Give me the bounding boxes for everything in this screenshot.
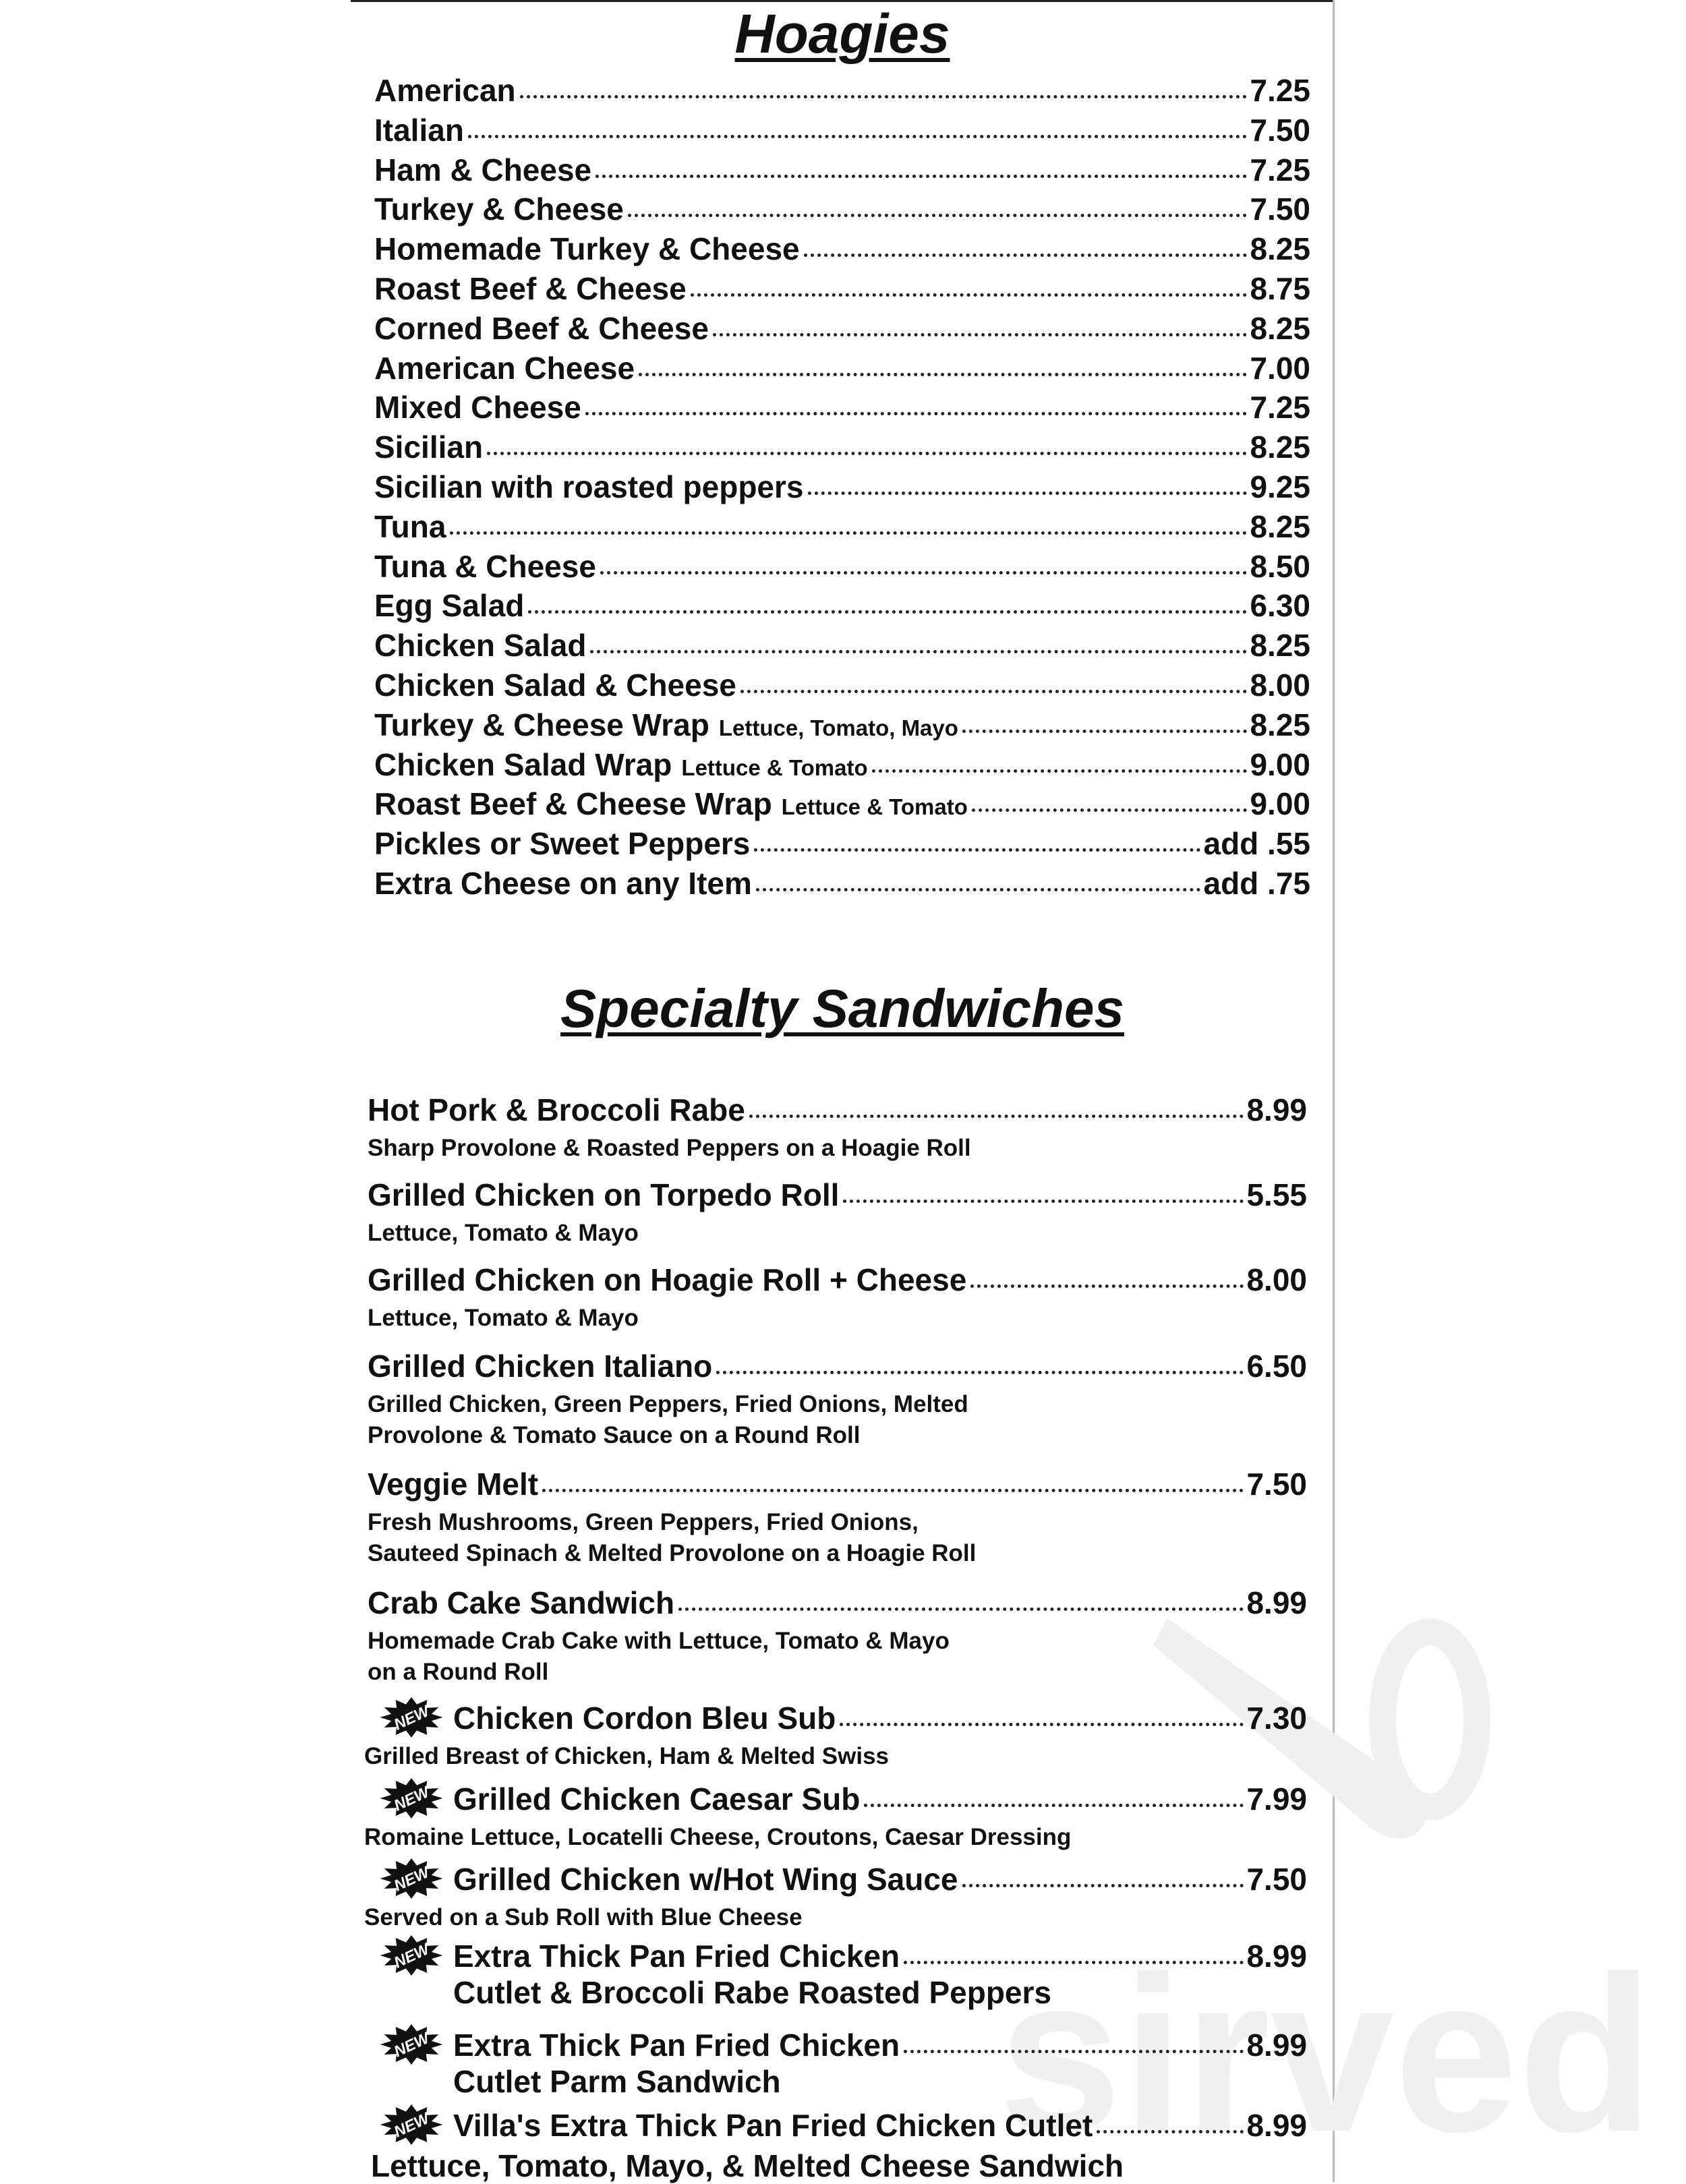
item-name: Pickles or Sweet Peppers bbox=[374, 826, 751, 862]
dot-leader bbox=[639, 373, 1247, 376]
menu-item bbox=[374, 866, 1310, 902]
menu-item bbox=[453, 1939, 1307, 1974]
dot-leader bbox=[528, 610, 1247, 614]
menu-item bbox=[368, 1585, 1307, 1621]
item-name-continued: Lettuce, Tomato, Mayo, & Melted Cheese Sandwich bbox=[371, 2148, 1124, 2183]
menu-item bbox=[374, 509, 1310, 545]
dot-leader bbox=[804, 254, 1248, 257]
dot-leader bbox=[840, 1723, 1244, 1726]
top-border bbox=[351, 0, 1334, 2]
menu-item bbox=[368, 1177, 1307, 1213]
item-note: Lettuce & Tomato bbox=[781, 794, 968, 820]
item-price: 8.25 bbox=[1250, 310, 1310, 346]
svg-text:NEW: NEW bbox=[390, 1863, 432, 1895]
menu-item bbox=[374, 668, 1310, 703]
menu-item bbox=[374, 469, 1310, 505]
item-name: Homemade Turkey & Cheese bbox=[374, 231, 800, 267]
item-price: 8.99 bbox=[1246, 1092, 1307, 1127]
item-name: Grilled Chicken on Torpedo Roll bbox=[368, 1177, 840, 1212]
item-description: Lettuce, Tomato & Mayo bbox=[368, 1220, 639, 1246]
item-name: Extra Thick Pan Fried Chicken bbox=[453, 1939, 900, 1974]
menu-item bbox=[374, 430, 1310, 465]
item-name: Chicken Salad & Cheese bbox=[374, 668, 736, 703]
item-name: Sicilian bbox=[374, 430, 484, 465]
dot-leader bbox=[904, 2050, 1244, 2053]
menu-item bbox=[374, 549, 1310, 585]
dot-leader bbox=[450, 531, 1247, 535]
item-name: Hot Pork & Broccoli Rabe bbox=[368, 1092, 745, 1127]
menu-item bbox=[374, 152, 1310, 188]
dot-leader bbox=[754, 848, 1200, 852]
item-price: 5.55 bbox=[1246, 1177, 1307, 1212]
item-price: 8.25 bbox=[1250, 707, 1310, 742]
item-price: 8.25 bbox=[1250, 430, 1310, 465]
new-badge-icon bbox=[378, 1935, 445, 1976]
item-description: Sharp Provolone & Roasted Peppers on a Hoagie Roll bbox=[368, 1135, 971, 1161]
menu-item bbox=[374, 707, 1310, 746]
item-name: Villa's Extra Thick Pan Fried Chicken Cutlet bbox=[453, 2108, 1093, 2143]
item-price: 7.50 bbox=[1246, 1467, 1307, 1502]
menu-item bbox=[453, 1701, 1307, 1736]
new-badge-icon bbox=[378, 1777, 445, 1819]
item-price: add .75 bbox=[1203, 866, 1310, 901]
item-name: Roast Beef & Cheese Wrap bbox=[374, 786, 772, 822]
dot-leader bbox=[962, 730, 1248, 733]
item-name-continued: Cutlet & Broccoli Rabe Roasted Peppers bbox=[453, 1975, 1051, 2010]
dot-leader bbox=[595, 175, 1247, 178]
dot-leader bbox=[600, 571, 1248, 574]
svg-text:NEW: NEW bbox=[390, 2029, 432, 2061]
item-name: Chicken Salad bbox=[374, 628, 587, 663]
item-price: 7.50 bbox=[1250, 112, 1310, 148]
item-price: 9.25 bbox=[1250, 469, 1310, 504]
item-description: Fresh Mushrooms, Green Peppers, Fried Onions, bbox=[368, 1509, 919, 1535]
item-name: Italian bbox=[374, 112, 464, 148]
item-name: Turkey & Cheese bbox=[374, 191, 624, 227]
item-description: Romaine Lettuce, Locatelli Cheese, Croutons, Caesar Dressing bbox=[364, 1824, 1072, 1850]
item-name: American Cheese bbox=[374, 350, 635, 386]
item-name: Tuna & Cheese bbox=[374, 548, 596, 584]
svg-text:NEW: NEW bbox=[390, 1783, 432, 1814]
specialty-sandwiches-title: Specialty Sandwiches bbox=[560, 978, 1124, 1038]
item-price: 8.99 bbox=[1246, 2108, 1307, 2143]
menu-item bbox=[453, 2028, 1307, 2063]
dot-leader bbox=[628, 214, 1248, 217]
item-name: Veggie Melt bbox=[368, 1467, 539, 1502]
dot-leader bbox=[972, 808, 1248, 812]
item-price: 8.25 bbox=[1250, 231, 1310, 267]
item-name-continued: Cutlet Parm Sandwich bbox=[453, 2064, 781, 2099]
menu-item bbox=[368, 1262, 1307, 1298]
menu-item bbox=[374, 390, 1310, 425]
dot-leader bbox=[740, 690, 1248, 693]
dot-leader bbox=[808, 492, 1248, 495]
dot-leader bbox=[872, 769, 1248, 773]
dot-leader bbox=[749, 1115, 1244, 1118]
item-price: 6.50 bbox=[1246, 1349, 1307, 1384]
item-name: Tuna bbox=[374, 508, 446, 544]
item-description: Lettuce, Tomato & Mayo bbox=[368, 1305, 639, 1331]
item-price: 8.75 bbox=[1250, 271, 1310, 306]
item-price: 7.99 bbox=[1246, 1781, 1307, 1817]
dot-leader bbox=[468, 135, 1248, 138]
dot-leader bbox=[716, 1371, 1244, 1374]
item-name: Sicilian with roasted peppers bbox=[374, 469, 804, 504]
hoagies-title: Hoagies bbox=[734, 3, 950, 65]
item-description: on a Round Roll bbox=[368, 1659, 549, 1685]
menu-item bbox=[374, 786, 1310, 825]
item-price: 8.99 bbox=[1246, 1585, 1307, 1620]
item-name: Grilled Chicken w/Hot Wing Sauce bbox=[453, 1862, 958, 1897]
item-name: Grilled Chicken on Hoagie Roll + Cheese bbox=[368, 1262, 967, 1297]
dot-leader bbox=[1097, 2130, 1244, 2133]
dot-leader bbox=[756, 888, 1201, 891]
item-price: 8.99 bbox=[1246, 1939, 1307, 1974]
item-description: Grilled Chicken, Green Peppers, Fried Onions, Melted bbox=[368, 1391, 968, 1417]
menu-item bbox=[453, 1781, 1307, 1817]
item-price: 6.30 bbox=[1250, 588, 1310, 624]
menu-item bbox=[374, 747, 1310, 786]
dot-leader bbox=[864, 1804, 1244, 1807]
item-name: American bbox=[374, 73, 516, 108]
dot-leader bbox=[678, 1607, 1244, 1611]
item-name: Ham & Cheese bbox=[374, 152, 592, 187]
new-badge-icon bbox=[378, 1696, 445, 1738]
item-note: Lettuce, Tomato, Mayo bbox=[718, 715, 958, 740]
item-price: 7.30 bbox=[1246, 1701, 1307, 1736]
item-name: Grilled Chicken Italiano bbox=[368, 1349, 713, 1384]
item-price: 9.00 bbox=[1250, 746, 1310, 782]
item-description: Provolone & Tomato Sauce on a Round Roll bbox=[368, 1422, 861, 1448]
menu-item bbox=[374, 628, 1310, 663]
item-price: 8.50 bbox=[1250, 548, 1310, 584]
menu-item bbox=[374, 311, 1310, 347]
dot-leader bbox=[962, 1884, 1244, 1887]
menu-item bbox=[374, 588, 1310, 624]
item-price: 8.99 bbox=[1246, 2028, 1307, 2063]
item-price: 8.25 bbox=[1250, 508, 1310, 544]
menu-item bbox=[453, 1862, 1307, 1897]
dot-leader bbox=[585, 412, 1248, 415]
menu-item bbox=[368, 1349, 1307, 1384]
item-price: 7.25 bbox=[1250, 390, 1310, 425]
dot-leader bbox=[713, 333, 1248, 336]
menu-item bbox=[374, 271, 1310, 307]
item-name: Extra Thick Pan Fried Chicken bbox=[453, 2028, 900, 2063]
item-price: 7.50 bbox=[1250, 191, 1310, 227]
item-name: Egg Salad bbox=[374, 588, 525, 624]
item-name: Mixed Cheese bbox=[374, 390, 581, 425]
item-price: 7.00 bbox=[1250, 350, 1310, 386]
item-price: 8.00 bbox=[1246, 1262, 1307, 1297]
new-badge-icon bbox=[378, 2024, 445, 2065]
item-name: Chicken Salad Wrap bbox=[374, 746, 672, 782]
item-price: 9.00 bbox=[1250, 786, 1310, 822]
dot-leader bbox=[904, 1961, 1244, 1964]
dot-leader bbox=[970, 1285, 1244, 1288]
svg-text:NEW: NEW bbox=[390, 1940, 432, 1972]
item-name: Turkey & Cheese Wrap bbox=[374, 707, 709, 742]
menu-item bbox=[374, 351, 1310, 386]
item-note: Lettuce & Tomato bbox=[681, 755, 868, 780]
dot-leader bbox=[487, 452, 1247, 455]
dot-leader bbox=[691, 293, 1248, 297]
item-name: Grilled Chicken Caesar Sub bbox=[453, 1781, 861, 1817]
menu-item bbox=[453, 2108, 1307, 2144]
item-name: Roast Beef & Cheese bbox=[374, 271, 687, 306]
new-badge-icon bbox=[378, 1858, 445, 1899]
svg-text:NEW: NEW bbox=[390, 2109, 432, 2141]
item-price: 7.50 bbox=[1246, 1862, 1307, 1897]
new-badge-icon bbox=[378, 2104, 445, 2146]
item-description: Grilled Breast of Chicken, Ham & Melted Swiss bbox=[364, 1743, 889, 1769]
menu-item bbox=[368, 1092, 1307, 1128]
item-description: Homemade Crab Cake with Lettuce, Tomato & Mayo bbox=[368, 1628, 950, 1654]
menu-item bbox=[374, 826, 1310, 862]
menu-item bbox=[374, 191, 1310, 227]
item-name: Chicken Cordon Bleu Sub bbox=[453, 1701, 836, 1736]
item-price: 7.25 bbox=[1250, 73, 1310, 108]
menu-item bbox=[374, 73, 1310, 109]
item-name: Crab Cake Sandwich bbox=[368, 1585, 675, 1620]
dot-leader bbox=[542, 1489, 1244, 1492]
dot-leader bbox=[590, 650, 1247, 653]
item-price: 8.00 bbox=[1250, 668, 1310, 703]
item-name: Corned Beef & Cheese bbox=[374, 310, 709, 346]
menu-item bbox=[374, 231, 1310, 267]
item-description: Served on a Sub Roll with Blue Cheese bbox=[364, 1904, 803, 1930]
item-name: Extra Cheese on any Item bbox=[374, 866, 752, 901]
svg-text:NEW: NEW bbox=[390, 1702, 432, 1734]
dot-leader bbox=[843, 1200, 1244, 1203]
menu-item bbox=[374, 113, 1310, 148]
item-description: Sauteed Spinach & Melted Provolone on a Hoagie Roll bbox=[368, 1540, 977, 1566]
item-price: add .55 bbox=[1203, 826, 1310, 862]
dot-leader bbox=[520, 95, 1248, 98]
item-price: 8.25 bbox=[1250, 628, 1310, 663]
item-price: 7.25 bbox=[1250, 152, 1310, 187]
menu-item bbox=[368, 1467, 1307, 1502]
